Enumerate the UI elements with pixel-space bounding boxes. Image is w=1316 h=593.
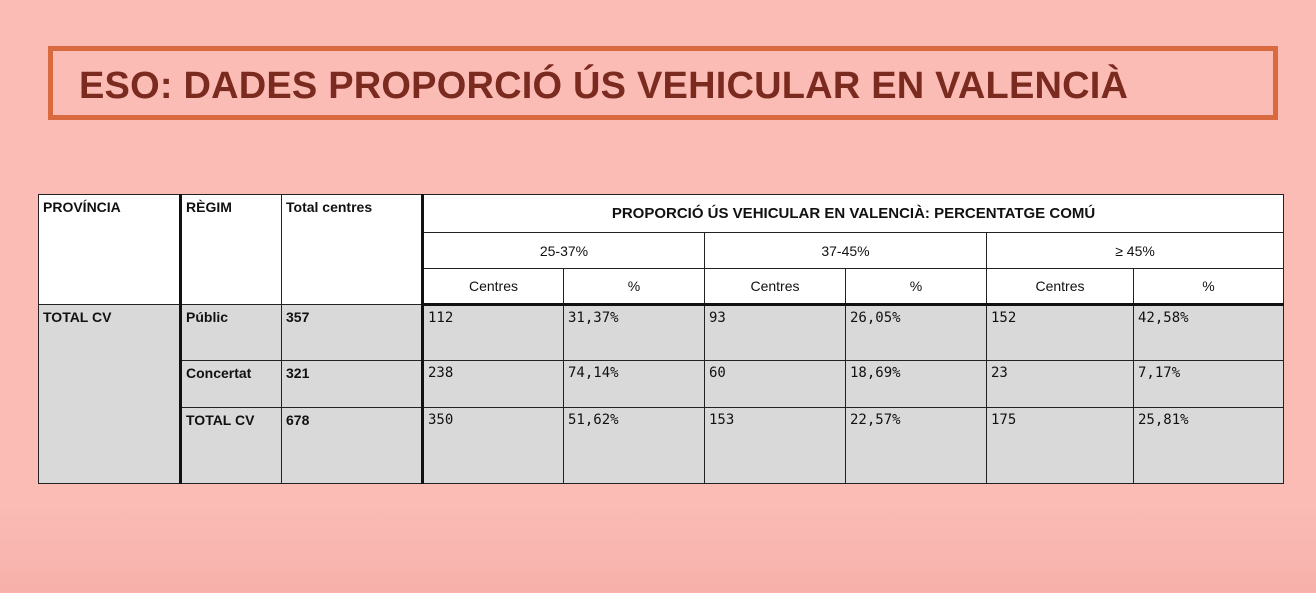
cell-value: 74,14% bbox=[564, 361, 705, 408]
cell-value: 22,57% bbox=[846, 408, 987, 484]
cell-regim: Concertat bbox=[181, 361, 282, 408]
header-sub: % bbox=[846, 269, 987, 305]
cell-value: 23 bbox=[987, 361, 1134, 408]
cell-value: 25,81% bbox=[1134, 408, 1284, 484]
cell-value: 31,37% bbox=[564, 305, 705, 361]
title-box bbox=[48, 46, 1278, 120]
cell-value: 42,58% bbox=[1134, 305, 1284, 361]
cell-value: 26,05% bbox=[846, 305, 987, 361]
cell-value: 152 bbox=[987, 305, 1134, 361]
header-sub: Centres bbox=[423, 269, 564, 305]
cell-regim: Públic bbox=[181, 305, 282, 361]
header-range: 37-45% bbox=[705, 233, 987, 269]
cell-total: 321 bbox=[282, 361, 423, 408]
header-provincia: PROVÍNCIA bbox=[39, 195, 181, 305]
cell-total: 678 bbox=[282, 408, 423, 484]
header-total-centres: Total centres bbox=[282, 195, 423, 305]
cell-value: 350 bbox=[423, 408, 564, 484]
page-title: ESO: DADES PROPORCIÓ ÚS VEHICULAR EN VALENCIÀ bbox=[79, 65, 1129, 107]
cell-value: 175 bbox=[987, 408, 1134, 484]
header-main: PROPORCIÓ ÚS VEHICULAR EN VALENCIÀ: PERCENTATGE COMÚ bbox=[423, 195, 1284, 233]
header-sub: % bbox=[1134, 269, 1284, 305]
cell-total: 357 bbox=[282, 305, 423, 361]
header-range: ≥ 45% bbox=[987, 233, 1284, 269]
header-range: 25-37% bbox=[423, 233, 705, 269]
cell-value: 51,62% bbox=[564, 408, 705, 484]
cell-provincia: TOTAL CV bbox=[39, 305, 181, 484]
cell-value: 18,69% bbox=[846, 361, 987, 408]
header-sub: Centres bbox=[705, 269, 846, 305]
table-row bbox=[39, 408, 1284, 484]
data-table bbox=[38, 194, 1284, 484]
cell-regim: TOTAL CV bbox=[181, 408, 282, 484]
cell-value: 153 bbox=[705, 408, 846, 484]
table-row bbox=[39, 361, 1284, 408]
cell-value: 93 bbox=[705, 305, 846, 361]
cell-value: 112 bbox=[423, 305, 564, 361]
cell-value: 7,17% bbox=[1134, 361, 1284, 408]
table-row bbox=[39, 305, 1284, 361]
header-sub: % bbox=[564, 269, 705, 305]
cell-value: 60 bbox=[705, 361, 846, 408]
header-regim: RÈGIM bbox=[181, 195, 282, 305]
header-sub: Centres bbox=[987, 269, 1134, 305]
cell-value: 238 bbox=[423, 361, 564, 408]
